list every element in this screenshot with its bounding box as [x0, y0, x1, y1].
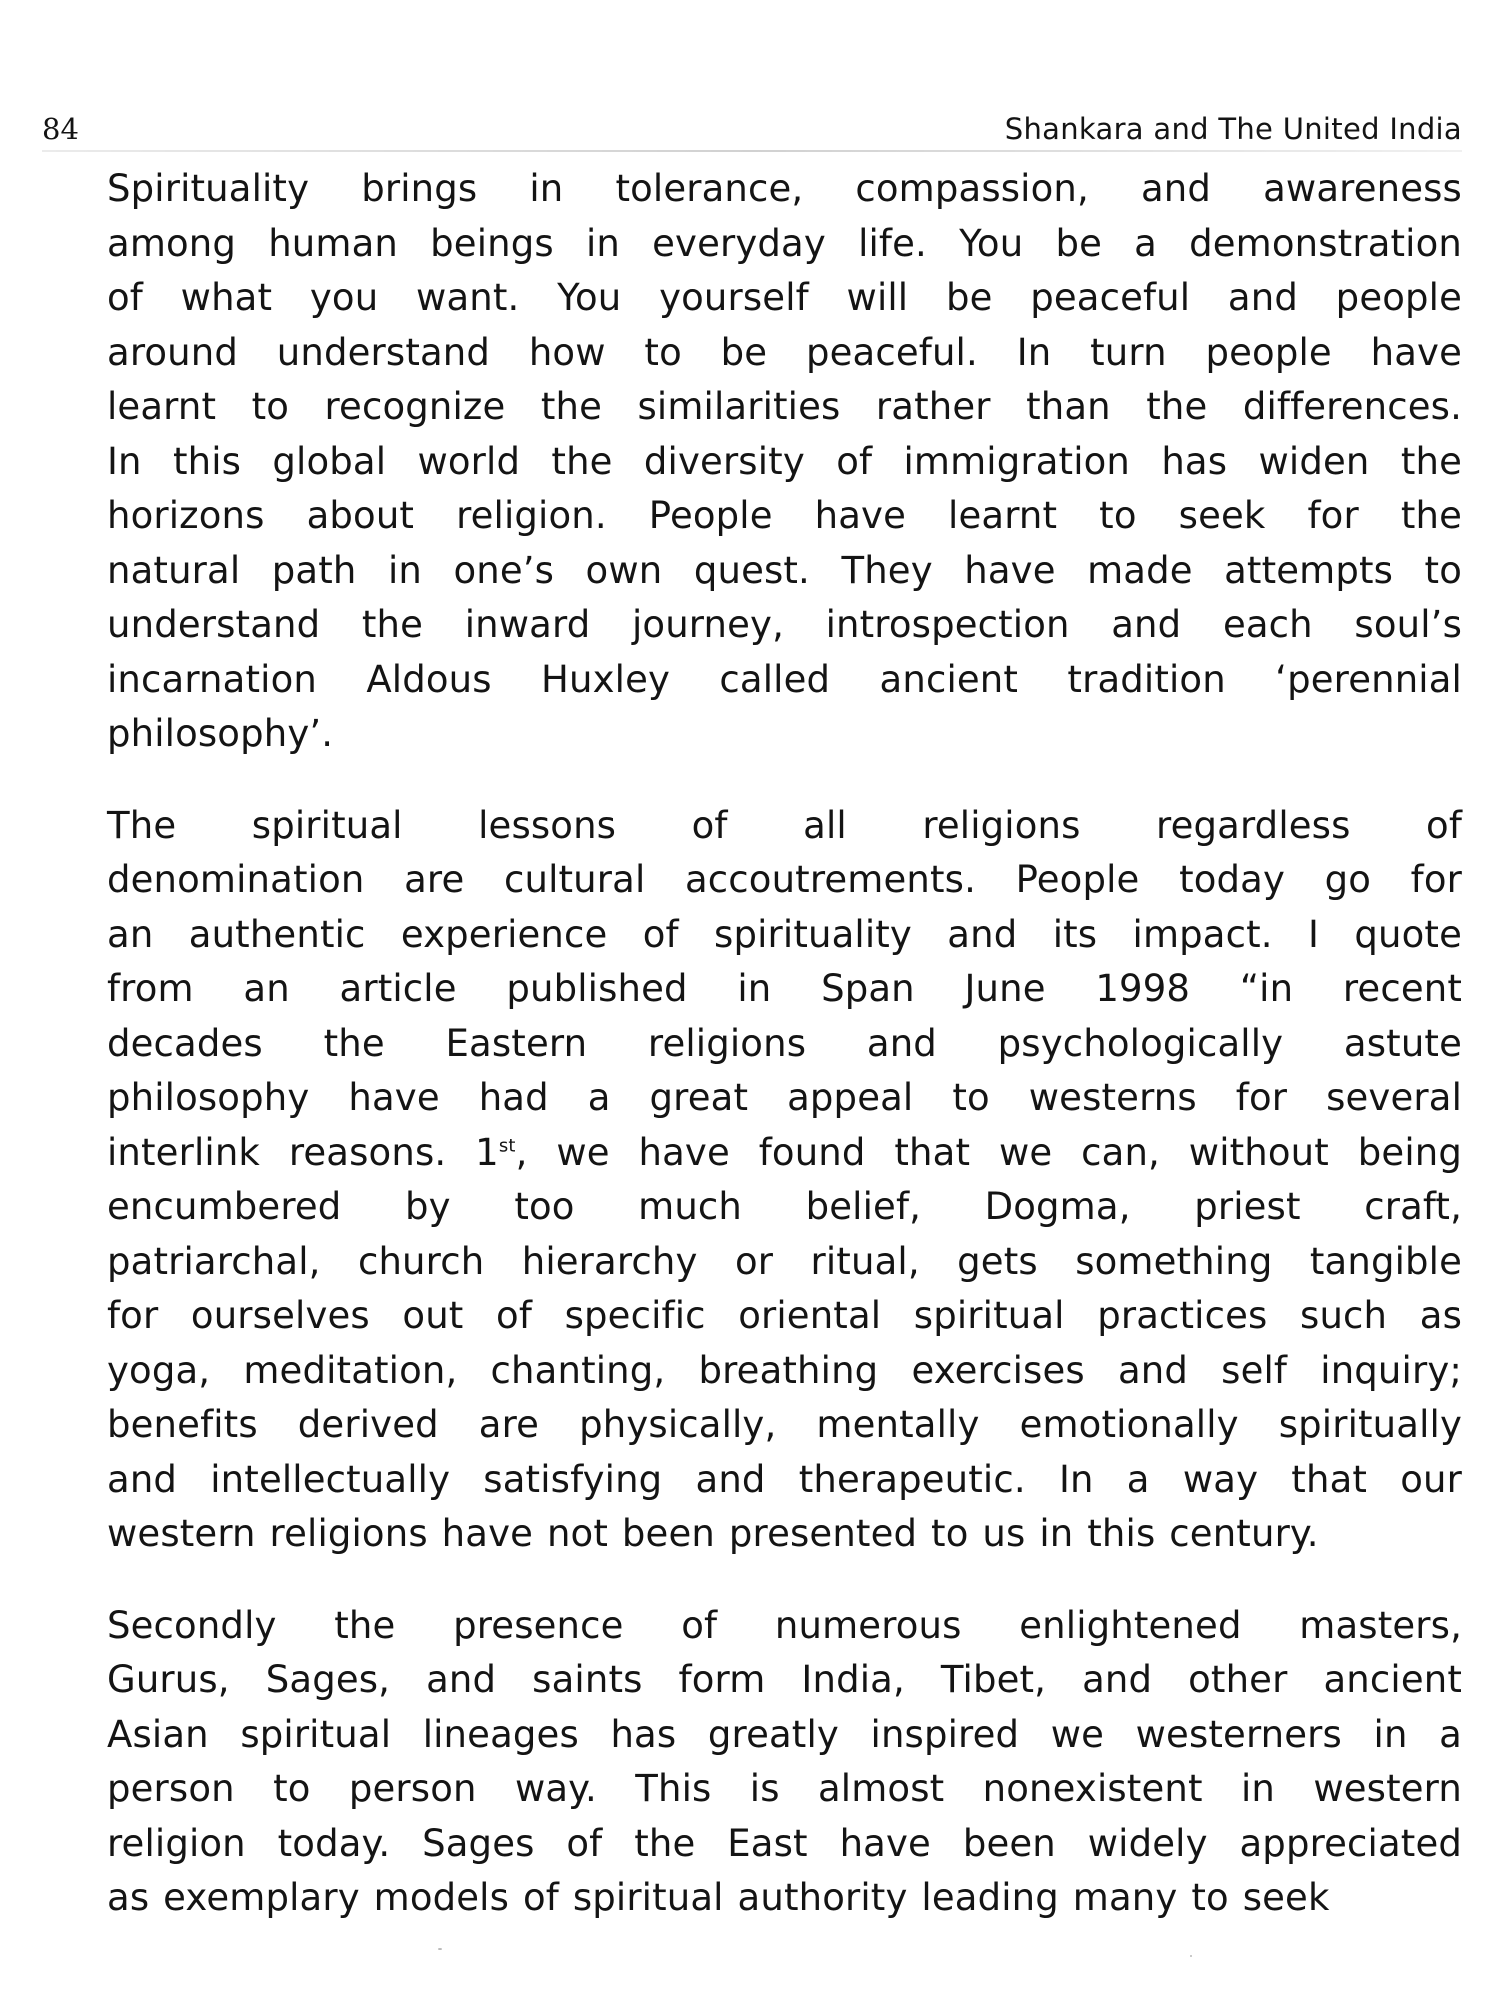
text-line: around understand how to be peaceful. In turn people have: [107, 330, 1462, 374]
text-line: as exemplary models of spiritual authority leading many to seek: [107, 1876, 1330, 1919]
text-line: philosophy have had a great appeal to westerns for several: [107, 1076, 1462, 1119]
text-line-with-superscript: [42, 1126, 1462, 1181]
text-line: learnt to recognize the similarities rather than the differences.: [107, 385, 1462, 428]
text-line: natural path in one’s own quest. They have made attempts to: [107, 548, 1462, 592]
text-line: incarnation Aldous Huxley called ancient tradition ‘perennial: [107, 657, 1462, 701]
text-line: Gurus, Sages, and saints form India, Tibet, and other ancient: [107, 1658, 1462, 1701]
superscript: st: [498, 1135, 516, 1157]
running-title: Shankara and The United India: [1004, 112, 1462, 146]
text-line: horizons about religion. People have learnt to seek for the: [107, 494, 1462, 537]
main-text: [42, 162, 1462, 1926]
scan-speck: [438, 1948, 442, 1950]
paragraph-spiritual-lessons: [42, 799, 1462, 1562]
scan-speck: [1190, 1955, 1192, 1957]
text-line: Secondly the presence of numerous enlightened masters,: [107, 1603, 1462, 1647]
paragraph-spirituality: [42, 162, 1462, 762]
page-number: 84: [42, 112, 79, 146]
text-line: of what you want. You yourself will be peaceful and people: [107, 276, 1462, 319]
text-line: benefits derived are physically, mentally emotionally spiritually: [107, 1403, 1462, 1446]
text-line: an authentic experience of spirituality and its impact. I quote: [107, 912, 1462, 956]
text-line: for ourselves out of specific oriental spiritual practices such as: [107, 1294, 1462, 1337]
text-line: decades the Eastern religions and psychologically astute: [107, 1021, 1462, 1065]
text-fragment: , we have found that we can, without being: [515, 1130, 1463, 1174]
page-header: [42, 92, 1462, 144]
text-line: and intellectually satisfying and therapeutic. In a way that our: [107, 1457, 1462, 1501]
text-line: denomination are cultural accoutrements. People today go for: [107, 858, 1462, 901]
text-line: encumbered by too much belief, Dogma, priest craft,: [107, 1185, 1462, 1228]
header-rule: [42, 150, 1462, 152]
text-line: The spiritual lessons of all religions regardless of: [107, 803, 1462, 847]
text-fragment: interlink reasons. 1: [107, 1130, 499, 1174]
text-line: Asian spiritual lineages has greatly inspired we westerners in a: [107, 1712, 1462, 1756]
text-line: Spirituality brings in tolerance, compassion, and awareness: [107, 167, 1462, 210]
text-line: from an article published in Span June 1998 “in recent: [107, 967, 1462, 1010]
text-line: patriarchal, church hierarchy or ritual, gets something tangible: [107, 1239, 1462, 1283]
text-line: person to person way. This is almost nonexistent in western: [107, 1767, 1462, 1810]
paragraph-enlightened-masters: [42, 1599, 1462, 1926]
text-line: philosophy’.: [107, 712, 334, 755]
text-line: understand the inward journey, introspection and each soul’s: [107, 603, 1462, 646]
text-line: religion today. Sages of the East have been widely appreciated: [107, 1821, 1462, 1865]
text-line: In this global world the diversity of immigration has widen the: [107, 439, 1462, 483]
text-line: among human beings in everyday life. You be a demonstration: [107, 221, 1462, 265]
text-line: western religions have not been presented to us in this century.: [107, 1512, 1319, 1555]
text-line: yoga, meditation, chanting, breathing exercises and self inquiry;: [107, 1348, 1462, 1392]
